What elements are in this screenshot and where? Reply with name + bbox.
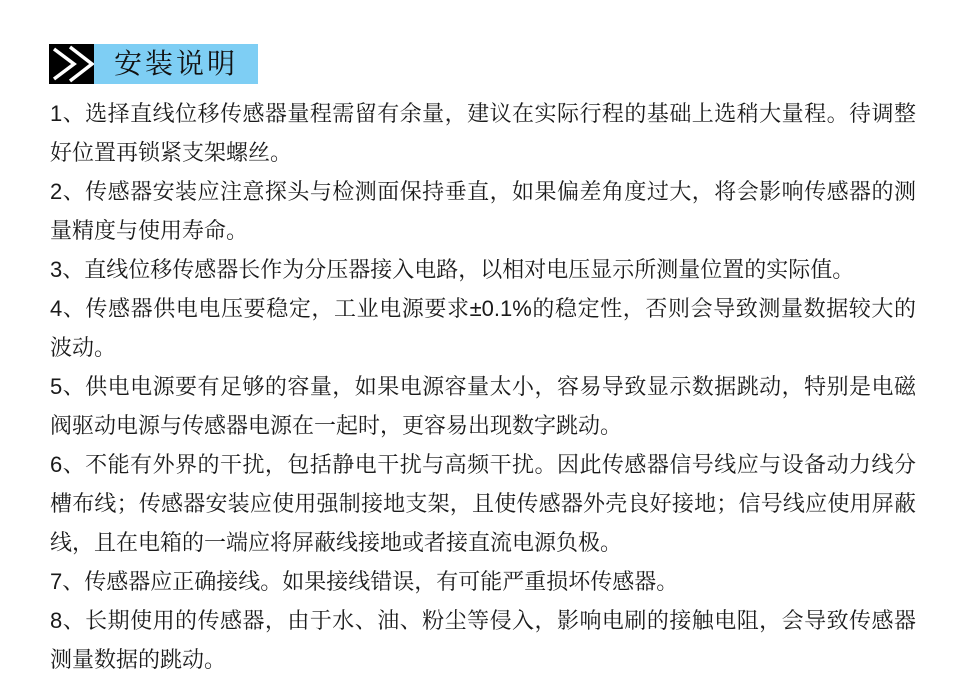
section-header xyxy=(49,44,258,84)
instruction-item-1: 1、选择直线位移传感器量程需留有余量，建议在实际行程的基础上选稍大量程。待调整好位置再锁紧支架螺丝。 xyxy=(50,101,916,165)
double-chevron-right-icon xyxy=(49,44,94,84)
instruction-item-3: 3、直线位移传感器长作为分压器接入电路，以相对电压显示所测量位置的实际值。 xyxy=(50,257,855,282)
instruction-item-2: 2、传感器安装应注意探头与检测面保持垂直，如果偏差角度过大，将会影响传感器的测量精度与使用寿命。 xyxy=(50,179,916,243)
instruction-item-6: 6、不能有外界的干扰，包括静电干扰与高频干扰。因此传感器信号线应与设备动力线分槽布线；传感器安装应使用强制接地支架，且使传感器外壳良好接地；信号线应使用屏蔽线，且在电箱的一端应将屏蔽线接地或者接直流电源负极。 xyxy=(50,452,916,555)
section-title: 安装说明 xyxy=(114,48,239,79)
instruction-item-7: 7、传感器应正确接线。如果接线错误，有可能严重损坏传感器。 xyxy=(50,569,679,594)
section-title-badge xyxy=(94,44,258,84)
instructions-list xyxy=(50,94,916,679)
instruction-item-4: 4、传感器供电电压要稳定，工业电源要求±0.1%的稳定性，否则会导致测量数据较大的波动。 xyxy=(50,296,916,360)
instruction-item-8: 8、长期使用的传感器，由于水、油、粉尘等侵入，影响电刷的接触电阻，会导致传感器测量数据的跳动。 xyxy=(50,608,916,672)
instruction-item-5: 5、供电电源要有足够的容量，如果电源容量太小，容易导致显示数据跳动，特别是电磁阀驱动电源与传感器电源在一起时，更容易出现数字跳动。 xyxy=(50,374,916,438)
